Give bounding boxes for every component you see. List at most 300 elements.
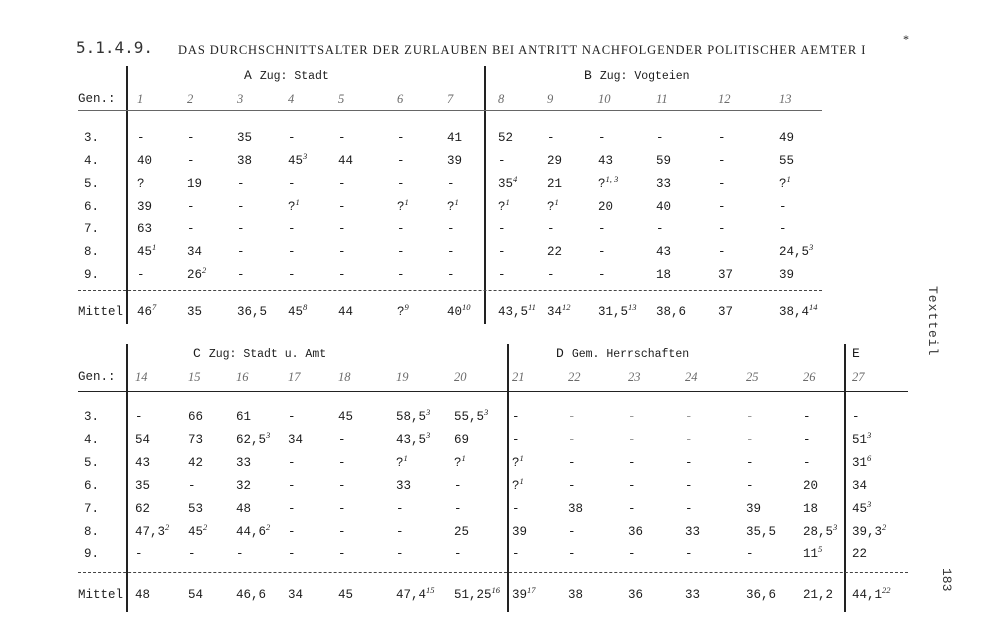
mittel-cell (598, 302, 637, 319)
table-cell (397, 154, 405, 168)
group-header-c (193, 347, 326, 362)
table-cell (498, 174, 518, 191)
table-cell (288, 151, 308, 168)
mittel-cell (852, 585, 891, 602)
table-cell (396, 453, 408, 470)
cell-value: - (237, 268, 245, 282)
footnote-ref: 1 (152, 242, 157, 252)
table-cell (447, 222, 455, 236)
cell-value: ? (512, 479, 520, 493)
column-number (852, 370, 865, 384)
group-label: Gem. Herrschaften (571, 348, 690, 361)
table-cell (447, 268, 455, 282)
footnote-ref: 1 (403, 453, 408, 463)
footnote-ref: 16 (491, 585, 501, 595)
table-cell (656, 131, 664, 145)
table-cell (237, 154, 252, 168)
cell-value: 43,5 (498, 305, 529, 319)
cell-value: ? (396, 456, 404, 470)
table-cell (512, 525, 527, 539)
table-cell (718, 154, 726, 168)
table-cell (236, 430, 271, 447)
cell-value: - (447, 222, 455, 236)
table-cell (188, 410, 203, 424)
cell-value: 34 (187, 245, 203, 259)
margin-label: Textteil (925, 286, 940, 357)
generation-label (84, 479, 99, 493)
column-number (397, 92, 403, 106)
cell-value: 46,6 (236, 588, 267, 602)
table-cell (656, 154, 671, 168)
cell-value: 52 (498, 131, 514, 145)
table-cell (656, 177, 671, 191)
cell-value: 11 (803, 547, 819, 561)
column-number-text: 15 (188, 370, 201, 384)
footnote-ref: 11 (528, 302, 536, 312)
table-cell (779, 268, 794, 282)
table-cell (397, 245, 405, 259)
footnote-ref: 3 (833, 522, 838, 532)
cell-value: - (547, 131, 555, 145)
table-cell (135, 456, 150, 470)
cell-value: - (656, 222, 664, 236)
footnote-ref: 3 (426, 407, 431, 417)
cell-value: - (137, 268, 145, 282)
column-number (512, 370, 525, 384)
cell-value: 18 (803, 502, 819, 516)
table-cell (188, 456, 203, 470)
table-cell (137, 154, 152, 168)
cell-value: 54 (135, 433, 151, 447)
cell-value: - (396, 525, 404, 539)
table-cell (288, 479, 296, 493)
column-number-text: 2 (187, 92, 194, 106)
cell-value: 39 (512, 525, 528, 539)
cell-value: ? (498, 200, 506, 214)
cell-value: - (236, 547, 244, 561)
table-cell (396, 547, 404, 561)
cell-value: 49 (779, 131, 795, 145)
cell-value: - (746, 456, 754, 470)
generation-text: 3. (84, 410, 100, 424)
generation-text: 8. (84, 245, 100, 259)
cell-value: ? (447, 200, 455, 214)
cell-value: 38,6 (656, 305, 687, 319)
table-cell (338, 200, 346, 214)
footnote-ref: 1 (786, 174, 791, 184)
table-cell (188, 522, 208, 539)
table-cell (454, 407, 489, 424)
table-cell (718, 131, 726, 145)
mittel-cell (396, 585, 435, 602)
cell-value: 44,6 (236, 525, 267, 539)
table-cell (779, 131, 794, 145)
cell-value: - (288, 268, 296, 282)
table-cell (685, 525, 700, 539)
cell-value: - (288, 131, 296, 145)
mittel-cell (447, 302, 471, 319)
column-number-text: 10 (598, 92, 611, 106)
table-cell (187, 222, 195, 236)
table-cell (236, 410, 251, 424)
cell-value: - (547, 222, 555, 236)
cell-value: 35 (187, 305, 203, 319)
column-number-text: 9 (547, 92, 554, 106)
table-cell (288, 433, 303, 447)
table-cell (338, 456, 346, 470)
group-letter: B (584, 68, 592, 83)
table-cell (568, 479, 576, 493)
column-number (288, 370, 301, 384)
generation-label (84, 245, 99, 259)
cell-value: - (288, 479, 296, 493)
table-cell (447, 154, 462, 168)
cell-value: 59 (656, 154, 672, 168)
generation-text: 9. (84, 268, 100, 282)
footnote-ref: 2 (202, 265, 207, 275)
table-cell (396, 479, 411, 493)
mittel-cell (288, 588, 303, 602)
cell-value: - (396, 502, 404, 516)
footnote-ref: 1 (295, 197, 300, 207)
table-cell (237, 222, 245, 236)
cell-value: 28,5 (803, 525, 834, 539)
table-cell (547, 177, 562, 191)
cell-value: 34 (288, 588, 304, 602)
table-cell (397, 131, 405, 145)
column-number-text: 11 (656, 92, 668, 106)
generation-text: 7. (84, 222, 100, 236)
table-cell (454, 479, 462, 493)
generation-label (84, 410, 99, 424)
column-number (598, 92, 611, 106)
cell-value: 43 (598, 154, 614, 168)
column-number (454, 370, 467, 384)
cell-value: 33 (656, 177, 672, 191)
column-number-text: 13 (779, 92, 792, 106)
cell-value: - (288, 177, 296, 191)
footnote-ref: 3 (867, 430, 872, 440)
table-cell (685, 433, 693, 447)
table-cell (498, 245, 506, 259)
mittel-cell (137, 302, 157, 319)
generation-text: 7. (84, 502, 100, 516)
mittel-cell (236, 588, 266, 602)
column-number-text: 7 (447, 92, 454, 106)
table-cell (803, 502, 818, 516)
table-cell (628, 433, 636, 447)
group-label: Zug: Stadt (259, 70, 329, 83)
table-cell (237, 200, 245, 214)
table-cell (447, 245, 455, 259)
generation-label (84, 222, 99, 236)
footnote-ref: 3 (426, 430, 431, 440)
generation-label (84, 200, 99, 214)
footnote-ref: 2 (165, 522, 170, 532)
cell-value: 38 (237, 154, 253, 168)
cell-value: 45 (338, 588, 354, 602)
table-cell (397, 268, 405, 282)
column-divider (126, 66, 128, 324)
table-cell (568, 410, 576, 424)
table-cell (628, 547, 636, 561)
table-cell (137, 242, 157, 259)
cell-value: - (718, 245, 726, 259)
cell-value: - (803, 456, 811, 470)
table-cell (236, 502, 251, 516)
cell-value: - (598, 131, 606, 145)
cell-value: 55,5 (454, 410, 485, 424)
cell-value: 35 (498, 177, 514, 191)
table-cell (454, 453, 466, 470)
table-cell (188, 433, 203, 447)
table-cell (803, 522, 838, 539)
table-cell (236, 479, 251, 493)
cell-value: - (338, 222, 346, 236)
cell-value: - (512, 547, 520, 561)
cell-value: 58,5 (396, 410, 427, 424)
table-cell (187, 177, 202, 191)
cell-value: - (718, 200, 726, 214)
cell-value: - (288, 502, 296, 516)
cell-value: - (498, 268, 506, 282)
mittel-cell (547, 302, 571, 319)
column-number (656, 92, 668, 106)
cell-value: 47,3 (135, 525, 166, 539)
cell-value: - (628, 410, 636, 424)
cell-value: - (746, 433, 754, 447)
table-cell (236, 522, 271, 539)
cell-value: 69 (454, 433, 470, 447)
cell-value: - (685, 456, 693, 470)
generation-text: 5. (84, 456, 100, 470)
cell-value: 22 (852, 547, 868, 561)
table-cell (779, 242, 814, 259)
column-number (685, 370, 698, 384)
cell-value: - (288, 547, 296, 561)
cell-value: 31,5 (598, 305, 629, 319)
cell-value: - (135, 547, 143, 561)
column-number (137, 92, 143, 106)
column-number (288, 92, 294, 106)
mittel-cell (188, 588, 203, 602)
table-cell (338, 131, 346, 145)
cell-value: - (397, 154, 405, 168)
generation-label (84, 154, 99, 168)
table-cell (397, 197, 409, 214)
footnote-ref: 1 (505, 197, 510, 207)
footnote-ref: 1, 3 (605, 174, 619, 184)
cell-value: 32 (236, 479, 252, 493)
table-cell (547, 222, 555, 236)
cell-value: 34 (288, 433, 304, 447)
column-number (547, 92, 553, 106)
table-cell (338, 222, 346, 236)
table-cell (397, 222, 405, 236)
column-number (338, 370, 351, 384)
cell-value: ? (397, 305, 405, 319)
table-cell (187, 265, 207, 282)
table-cell (779, 200, 787, 214)
mittel-cell (338, 588, 353, 602)
cell-value: - (288, 222, 296, 236)
table-cell (498, 131, 513, 145)
generation-label (84, 433, 99, 447)
table-cell (598, 222, 606, 236)
generation-text: 9. (84, 547, 100, 561)
cell-value: - (568, 479, 576, 493)
cell-value: - (338, 200, 346, 214)
cell-value: 43,5 (396, 433, 427, 447)
cell-value: - (188, 479, 196, 493)
table-cell (803, 544, 823, 561)
table-cell (288, 268, 296, 282)
cell-value: - (598, 245, 606, 259)
table-cell (137, 222, 152, 236)
cell-value: - (338, 456, 346, 470)
cell-value: 34 (852, 479, 868, 493)
column-number-text: 27 (852, 370, 865, 384)
cell-value: 35,5 (746, 525, 777, 539)
cell-value: 36 (628, 525, 644, 539)
cell-value: - (447, 177, 455, 191)
table-cell (237, 131, 252, 145)
column-number-text: 14 (135, 370, 148, 384)
group-label: Zug: Stadt u. Amt (208, 348, 327, 361)
table-cell (598, 245, 606, 259)
cell-value: 43 (656, 245, 672, 259)
column-number-text: 12 (718, 92, 731, 106)
cell-value: - (746, 479, 754, 493)
row-divider (78, 290, 822, 291)
cell-value: - (628, 547, 636, 561)
table-cell (512, 453, 524, 470)
table-cell (237, 245, 245, 259)
table-cell (628, 479, 636, 493)
table-cell (598, 200, 613, 214)
generation-text: 3. (84, 131, 100, 145)
gen-header (78, 370, 116, 384)
cell-value: - (237, 200, 245, 214)
cell-value: - (779, 200, 787, 214)
cell-value: - (338, 268, 346, 282)
cell-value: 39 (137, 200, 153, 214)
mittel-text: Mittel (78, 305, 124, 319)
cell-value: - (447, 245, 455, 259)
generation-text: 5. (84, 177, 100, 191)
gen-header (78, 92, 116, 106)
table-cell (447, 177, 455, 191)
table-cell (454, 547, 462, 561)
table-cell (547, 131, 555, 145)
table-cell (685, 456, 693, 470)
cell-value: - (598, 222, 606, 236)
row-divider (78, 391, 908, 392)
table-cell (187, 200, 195, 214)
cell-value: - (454, 502, 462, 516)
cell-value: 37 (718, 268, 734, 282)
cell-value: - (498, 245, 506, 259)
cell-value: - (454, 547, 462, 561)
cell-value: 48 (236, 502, 252, 516)
cell-value: - (685, 479, 693, 493)
table-cell (547, 268, 555, 282)
table-cell (568, 502, 583, 516)
table-cell (454, 525, 469, 539)
mittel-cell (454, 585, 501, 602)
table-cell (338, 154, 353, 168)
cell-value: 63 (137, 222, 153, 236)
table-cell (547, 154, 562, 168)
cell-value: - (187, 200, 195, 214)
table-cell (288, 456, 296, 470)
generation-label (84, 456, 99, 470)
table-cell (598, 174, 619, 191)
cell-value: 53 (188, 502, 204, 516)
cell-value: 36 (628, 588, 644, 602)
cell-value: 40 (656, 200, 672, 214)
column-number-text: 17 (288, 370, 301, 384)
cell-value: - (803, 410, 811, 424)
table-cell (396, 525, 404, 539)
column-number-text: 18 (338, 370, 351, 384)
cell-value: - (512, 502, 520, 516)
cell-value: 39 (447, 154, 463, 168)
footnote-ref: 4 (513, 174, 518, 184)
footnote-ref: 10 (462, 302, 471, 312)
mittel-cell (187, 305, 202, 319)
gen-header-label: Gen.: (78, 92, 116, 106)
table-cell (852, 499, 872, 516)
table-cell (447, 197, 459, 214)
cell-value: 33 (685, 588, 701, 602)
table-cell (746, 547, 754, 561)
cell-value: - (338, 131, 346, 145)
cell-value: ? (598, 177, 606, 191)
row-divider (78, 572, 908, 573)
footnote-ref: 22 (882, 585, 891, 595)
table-cell (498, 222, 506, 236)
group-header-a (244, 69, 329, 84)
cell-value: - (396, 547, 404, 561)
table-cell (137, 200, 152, 214)
cell-value: 36,5 (237, 305, 268, 319)
cell-value: - (568, 410, 576, 424)
footnote-ref: 14 (809, 302, 818, 312)
generation-text: 6. (84, 479, 100, 493)
table-cell (803, 479, 818, 493)
cell-value: - (628, 433, 636, 447)
group-header-d (556, 347, 689, 362)
cell-value: 48 (135, 588, 151, 602)
footnote-ref: 6 (867, 453, 872, 463)
cell-value: - (338, 245, 346, 259)
column-number (498, 92, 504, 106)
cell-value: ? (512, 456, 520, 470)
cell-value: 44 (338, 154, 354, 168)
table-cell (338, 410, 353, 424)
footnote-ref: 3 (303, 151, 308, 161)
footnote-ref: 5 (818, 544, 823, 554)
table-cell (568, 525, 576, 539)
footnote-ref: 8 (303, 302, 308, 312)
column-number (779, 92, 792, 106)
generation-label (84, 177, 99, 191)
table-title: DAS DURCHSCHNITTSALTER DER ZURLAUBEN BEI ANTRITT NACHFOLGENDER POLITISCHER AEMTER I (178, 43, 867, 57)
cell-value: - (188, 547, 196, 561)
table-cell (547, 197, 559, 214)
column-number-text: 4 (288, 92, 295, 106)
